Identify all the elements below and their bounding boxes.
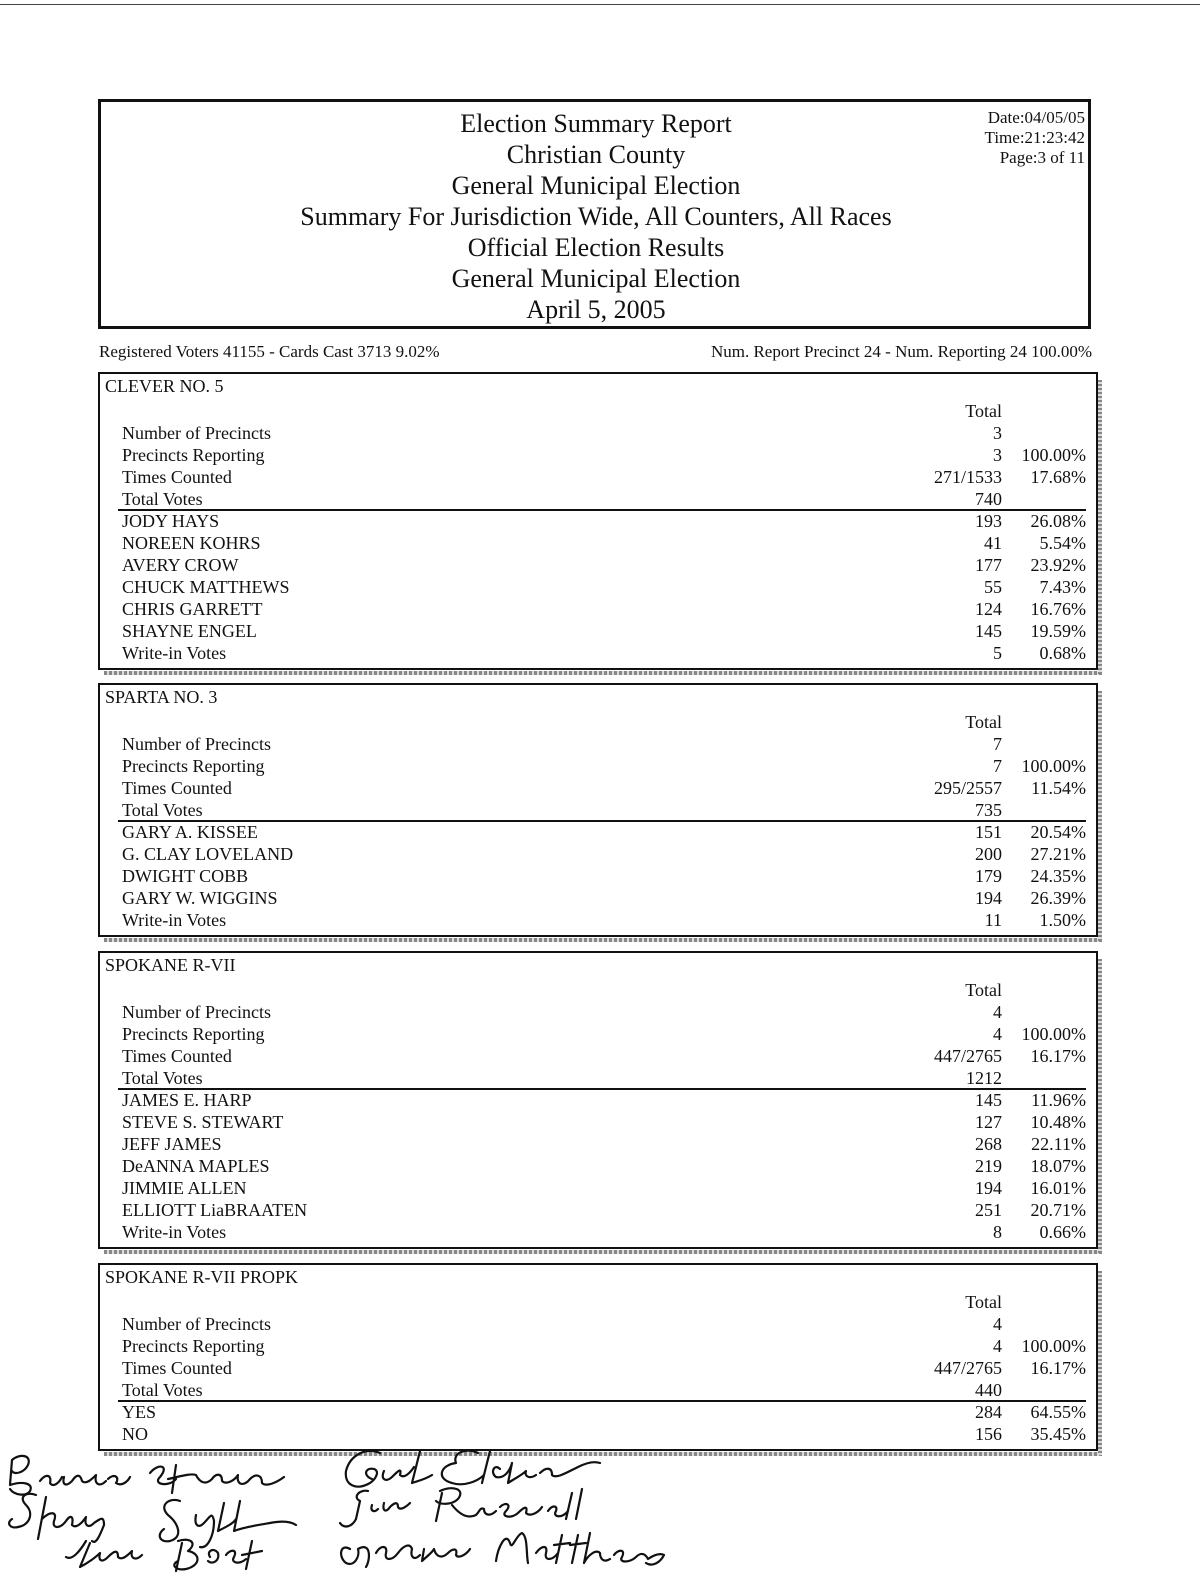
- candidate-votes: 177: [975, 555, 1002, 575]
- stat-row: [100, 1045, 1096, 1067]
- stat-row: [100, 799, 1096, 821]
- stat-row: [100, 444, 1096, 466]
- stat-value: 447/2765: [933, 1358, 1002, 1378]
- stat-row: [100, 1001, 1096, 1023]
- candidate-name: DeANNA MAPLES: [122, 1156, 270, 1176]
- stat-label: Precincts Reporting: [122, 1024, 265, 1044]
- candidate-votes: 268: [975, 1134, 1002, 1154]
- report-title: Election Summary Report: [460, 109, 732, 138]
- candidate-votes: 151: [975, 822, 1002, 842]
- candidate-percent: 0.66%: [1039, 1222, 1086, 1242]
- stat-percent: 16.17%: [1030, 1358, 1086, 1378]
- candidate-row: [100, 598, 1096, 620]
- stat-label: Total Votes: [122, 489, 203, 509]
- candidate-row: [100, 1401, 1096, 1423]
- stat-row: [100, 1335, 1096, 1357]
- stat-percent: 100.00%: [1021, 756, 1086, 776]
- stat-label: Precincts Reporting: [122, 445, 265, 465]
- candidate-percent: 35.45%: [1030, 1424, 1086, 1444]
- election-name: General Municipal Election: [451, 171, 741, 200]
- candidate-row: [100, 1199, 1096, 1221]
- candidate-votes: 194: [975, 1178, 1002, 1198]
- candidate-percent: 24.35%: [1030, 866, 1086, 886]
- candidate-votes: 8: [993, 1222, 1002, 1242]
- candidate-percent: 26.08%: [1030, 511, 1086, 531]
- candidate-votes: 5: [993, 643, 1002, 663]
- race-section: [98, 683, 1098, 937]
- candidate-votes: 284: [975, 1402, 1002, 1422]
- candidate-percent: 11.96%: [1031, 1090, 1086, 1110]
- stat-label: Times Counted: [122, 1358, 232, 1378]
- total-column-header: Total: [965, 712, 1002, 732]
- candidate-name: NOREEN KOHRS: [122, 533, 261, 553]
- stat-label: Times Counted: [122, 467, 232, 487]
- report-time: Time:21:23:42: [984, 128, 1085, 147]
- candidate-row: [100, 576, 1096, 598]
- candidate-row: [100, 642, 1096, 664]
- stat-row: [100, 1357, 1096, 1379]
- total-header-row: [100, 979, 1096, 1001]
- election-name-repeat: General Municipal Election: [451, 264, 741, 293]
- candidate-name: CHRIS GARRETT: [122, 599, 263, 619]
- stat-label: Number of Precincts: [122, 1314, 271, 1334]
- candidate-row: [100, 909, 1096, 931]
- total-column-header: Total: [965, 1292, 1002, 1312]
- precinct-reporting-summary: Num. Report Precinct 24 - Num. Reporting 24 100.00%: [710, 342, 1092, 361]
- stat-value: 271/1533: [933, 467, 1002, 487]
- candidate-votes: 145: [975, 621, 1002, 641]
- stat-value: 7: [993, 756, 1002, 776]
- candidate-name: GARY W. WIGGINS: [122, 888, 278, 908]
- candidate-row: [100, 1423, 1096, 1445]
- candidate-percent: 26.39%: [1030, 888, 1086, 908]
- stat-row: [100, 1313, 1096, 1335]
- stat-label: Number of Precincts: [122, 734, 271, 754]
- official-signatures: [0, 1445, 700, 1573]
- stat-label: Number of Precincts: [122, 1002, 271, 1022]
- stat-percent: 11.54%: [1031, 778, 1086, 798]
- stat-value: 735: [975, 800, 1002, 820]
- stat-row: [100, 422, 1096, 444]
- stat-label: Precincts Reporting: [122, 1336, 265, 1356]
- stat-percent: 17.68%: [1030, 467, 1086, 487]
- report-meta: [985, 108, 1085, 168]
- stat-value: 1212: [966, 1068, 1002, 1088]
- total-column-header: Total: [965, 401, 1002, 421]
- candidate-percent: 20.71%: [1030, 1200, 1086, 1220]
- stat-row: [100, 466, 1096, 488]
- stat-label: Number of Precincts: [122, 423, 271, 443]
- candidate-percent: 16.76%: [1030, 599, 1086, 619]
- candidate-name: Write-in Votes: [122, 1222, 227, 1242]
- stat-row: [100, 1023, 1096, 1045]
- stat-value: 3: [993, 445, 1002, 465]
- stat-row: [100, 733, 1096, 755]
- candidate-name: JIMMIE ALLEN: [122, 1178, 247, 1198]
- stat-label: Times Counted: [122, 1046, 232, 1066]
- candidate-votes: 200: [975, 844, 1002, 864]
- candidate-row: [100, 1155, 1096, 1177]
- stat-label: Total Votes: [122, 1068, 203, 1088]
- candidate-row: [100, 1177, 1096, 1199]
- race-title: SPOKANE R-VII PROPK: [105, 1267, 299, 1287]
- page-number: Page:3 of 11: [999, 148, 1085, 167]
- candidate-row: [100, 821, 1096, 843]
- race-title: CLEVER NO. 5: [105, 376, 224, 396]
- total-header-row: [100, 1291, 1096, 1313]
- candidate-percent: 7.43%: [1039, 577, 1086, 597]
- candidate-percent: 1.50%: [1039, 910, 1086, 930]
- report-header: [98, 99, 1091, 329]
- candidate-percent: 16.01%: [1030, 1178, 1086, 1198]
- candidate-name: YES: [122, 1402, 157, 1422]
- stat-value: 7: [993, 734, 1002, 754]
- stat-value: 4: [993, 1024, 1002, 1044]
- race-section: [98, 372, 1098, 670]
- stat-row: [100, 1379, 1096, 1401]
- stat-row: [100, 755, 1096, 777]
- candidate-percent: 27.21%: [1030, 844, 1086, 864]
- total-header-row: [100, 711, 1096, 733]
- stat-row: [100, 1067, 1096, 1089]
- candidate-votes: 219: [975, 1156, 1002, 1176]
- candidate-votes: 11: [984, 910, 1002, 930]
- candidate-votes: 251: [975, 1200, 1002, 1220]
- candidate-name: JODY HAYS: [122, 511, 220, 531]
- stat-label: Total Votes: [122, 800, 203, 820]
- summary-scope: Summary For Jurisdiction Wide, All Counters, All Races: [300, 202, 892, 231]
- candidate-percent: 20.54%: [1030, 822, 1086, 842]
- candidate-percent: 22.11%: [1031, 1134, 1086, 1154]
- race-section: [98, 1263, 1098, 1451]
- candidate-votes: 145: [975, 1090, 1002, 1110]
- candidate-votes: 179: [975, 866, 1002, 886]
- candidate-votes: 55: [984, 577, 1002, 597]
- candidate-row: [100, 1221, 1096, 1243]
- report-date: Date:04/05/05: [987, 108, 1085, 127]
- candidate-name: NO: [122, 1424, 148, 1444]
- report-title-block: [101, 108, 1091, 325]
- results-type: Official Election Results: [467, 233, 725, 262]
- candidate-percent: 0.68%: [1039, 643, 1086, 663]
- stat-label: Precincts Reporting: [122, 756, 265, 776]
- stat-row: [100, 777, 1096, 799]
- candidate-percent: 10.48%: [1030, 1112, 1086, 1132]
- candidate-percent: 19.59%: [1030, 621, 1086, 641]
- candidate-row: [100, 1133, 1096, 1155]
- candidate-name: CHUCK MATTHEWS: [122, 577, 290, 597]
- registered-voters-summary: Registered Voters 41155 - Cards Cast 3713 9.02%: [99, 342, 440, 361]
- stat-value: 4: [993, 1336, 1002, 1356]
- candidate-votes: 193: [975, 511, 1002, 531]
- stat-value: 4: [993, 1314, 1002, 1334]
- stat-value: 447/2765: [933, 1046, 1002, 1066]
- stat-percent: 100.00%: [1021, 1336, 1086, 1356]
- candidate-name: Write-in Votes: [122, 910, 227, 930]
- candidate-votes: 194: [975, 888, 1002, 908]
- stat-label: Times Counted: [122, 778, 232, 798]
- candidate-percent: 18.07%: [1030, 1156, 1086, 1176]
- candidate-row: [100, 843, 1096, 865]
- candidate-name: JEFF JAMES: [122, 1134, 222, 1154]
- handwritten-signatures-image: [0, 1445, 700, 1573]
- candidate-row: [100, 1089, 1096, 1111]
- candidate-name: G. CLAY LOVELAND: [122, 844, 294, 864]
- candidate-row: [100, 510, 1096, 532]
- candidate-row: [100, 620, 1096, 642]
- candidate-percent: 5.54%: [1039, 533, 1086, 553]
- stat-percent: 100.00%: [1021, 1024, 1086, 1044]
- candidate-row: [100, 887, 1096, 909]
- county-name: Christian County: [506, 140, 686, 169]
- total-column-header: Total: [965, 980, 1002, 1000]
- candidate-row: [100, 1111, 1096, 1133]
- election-date: April 5, 2005: [526, 295, 666, 324]
- candidate-votes: 127: [975, 1112, 1002, 1132]
- total-header-row: [100, 400, 1096, 422]
- candidate-name: SHAYNE ENGEL: [122, 621, 257, 641]
- stat-row: [100, 488, 1096, 510]
- stat-percent: 100.00%: [1021, 445, 1086, 465]
- race-title: SPOKANE R-VII: [105, 955, 236, 975]
- stat-value: 440: [975, 1380, 1002, 1400]
- stat-percent: 16.17%: [1030, 1046, 1086, 1066]
- candidate-name: ELLIOTT LiaBRAATEN: [122, 1200, 308, 1220]
- candidate-name: STEVE S. STEWART: [122, 1112, 284, 1132]
- stat-value: 740: [975, 489, 1002, 509]
- candidate-votes: 41: [984, 533, 1002, 553]
- scan-top-rule: [0, 4, 1200, 5]
- race-section: [98, 951, 1098, 1249]
- stat-label: Total Votes: [122, 1380, 203, 1400]
- stat-value: 3: [993, 423, 1002, 443]
- candidate-name: JAMES E. HARP: [122, 1090, 252, 1110]
- candidate-percent: 23.92%: [1030, 555, 1086, 575]
- candidate-votes: 156: [975, 1424, 1002, 1444]
- candidate-name: DWIGHT COBB: [122, 866, 249, 886]
- stat-value: 4: [993, 1002, 1002, 1022]
- candidate-percent: 64.55%: [1030, 1402, 1086, 1422]
- stat-value: 295/2557: [933, 778, 1002, 798]
- candidate-row: [100, 554, 1096, 576]
- candidate-name: GARY A. KISSEE: [122, 822, 258, 842]
- candidate-name: AVERY CROW: [122, 555, 239, 575]
- candidate-votes: 124: [975, 599, 1002, 619]
- candidate-name: Write-in Votes: [122, 643, 227, 663]
- candidate-row: [100, 865, 1096, 887]
- race-title: SPARTA NO. 3: [105, 687, 218, 707]
- candidate-row: [100, 532, 1096, 554]
